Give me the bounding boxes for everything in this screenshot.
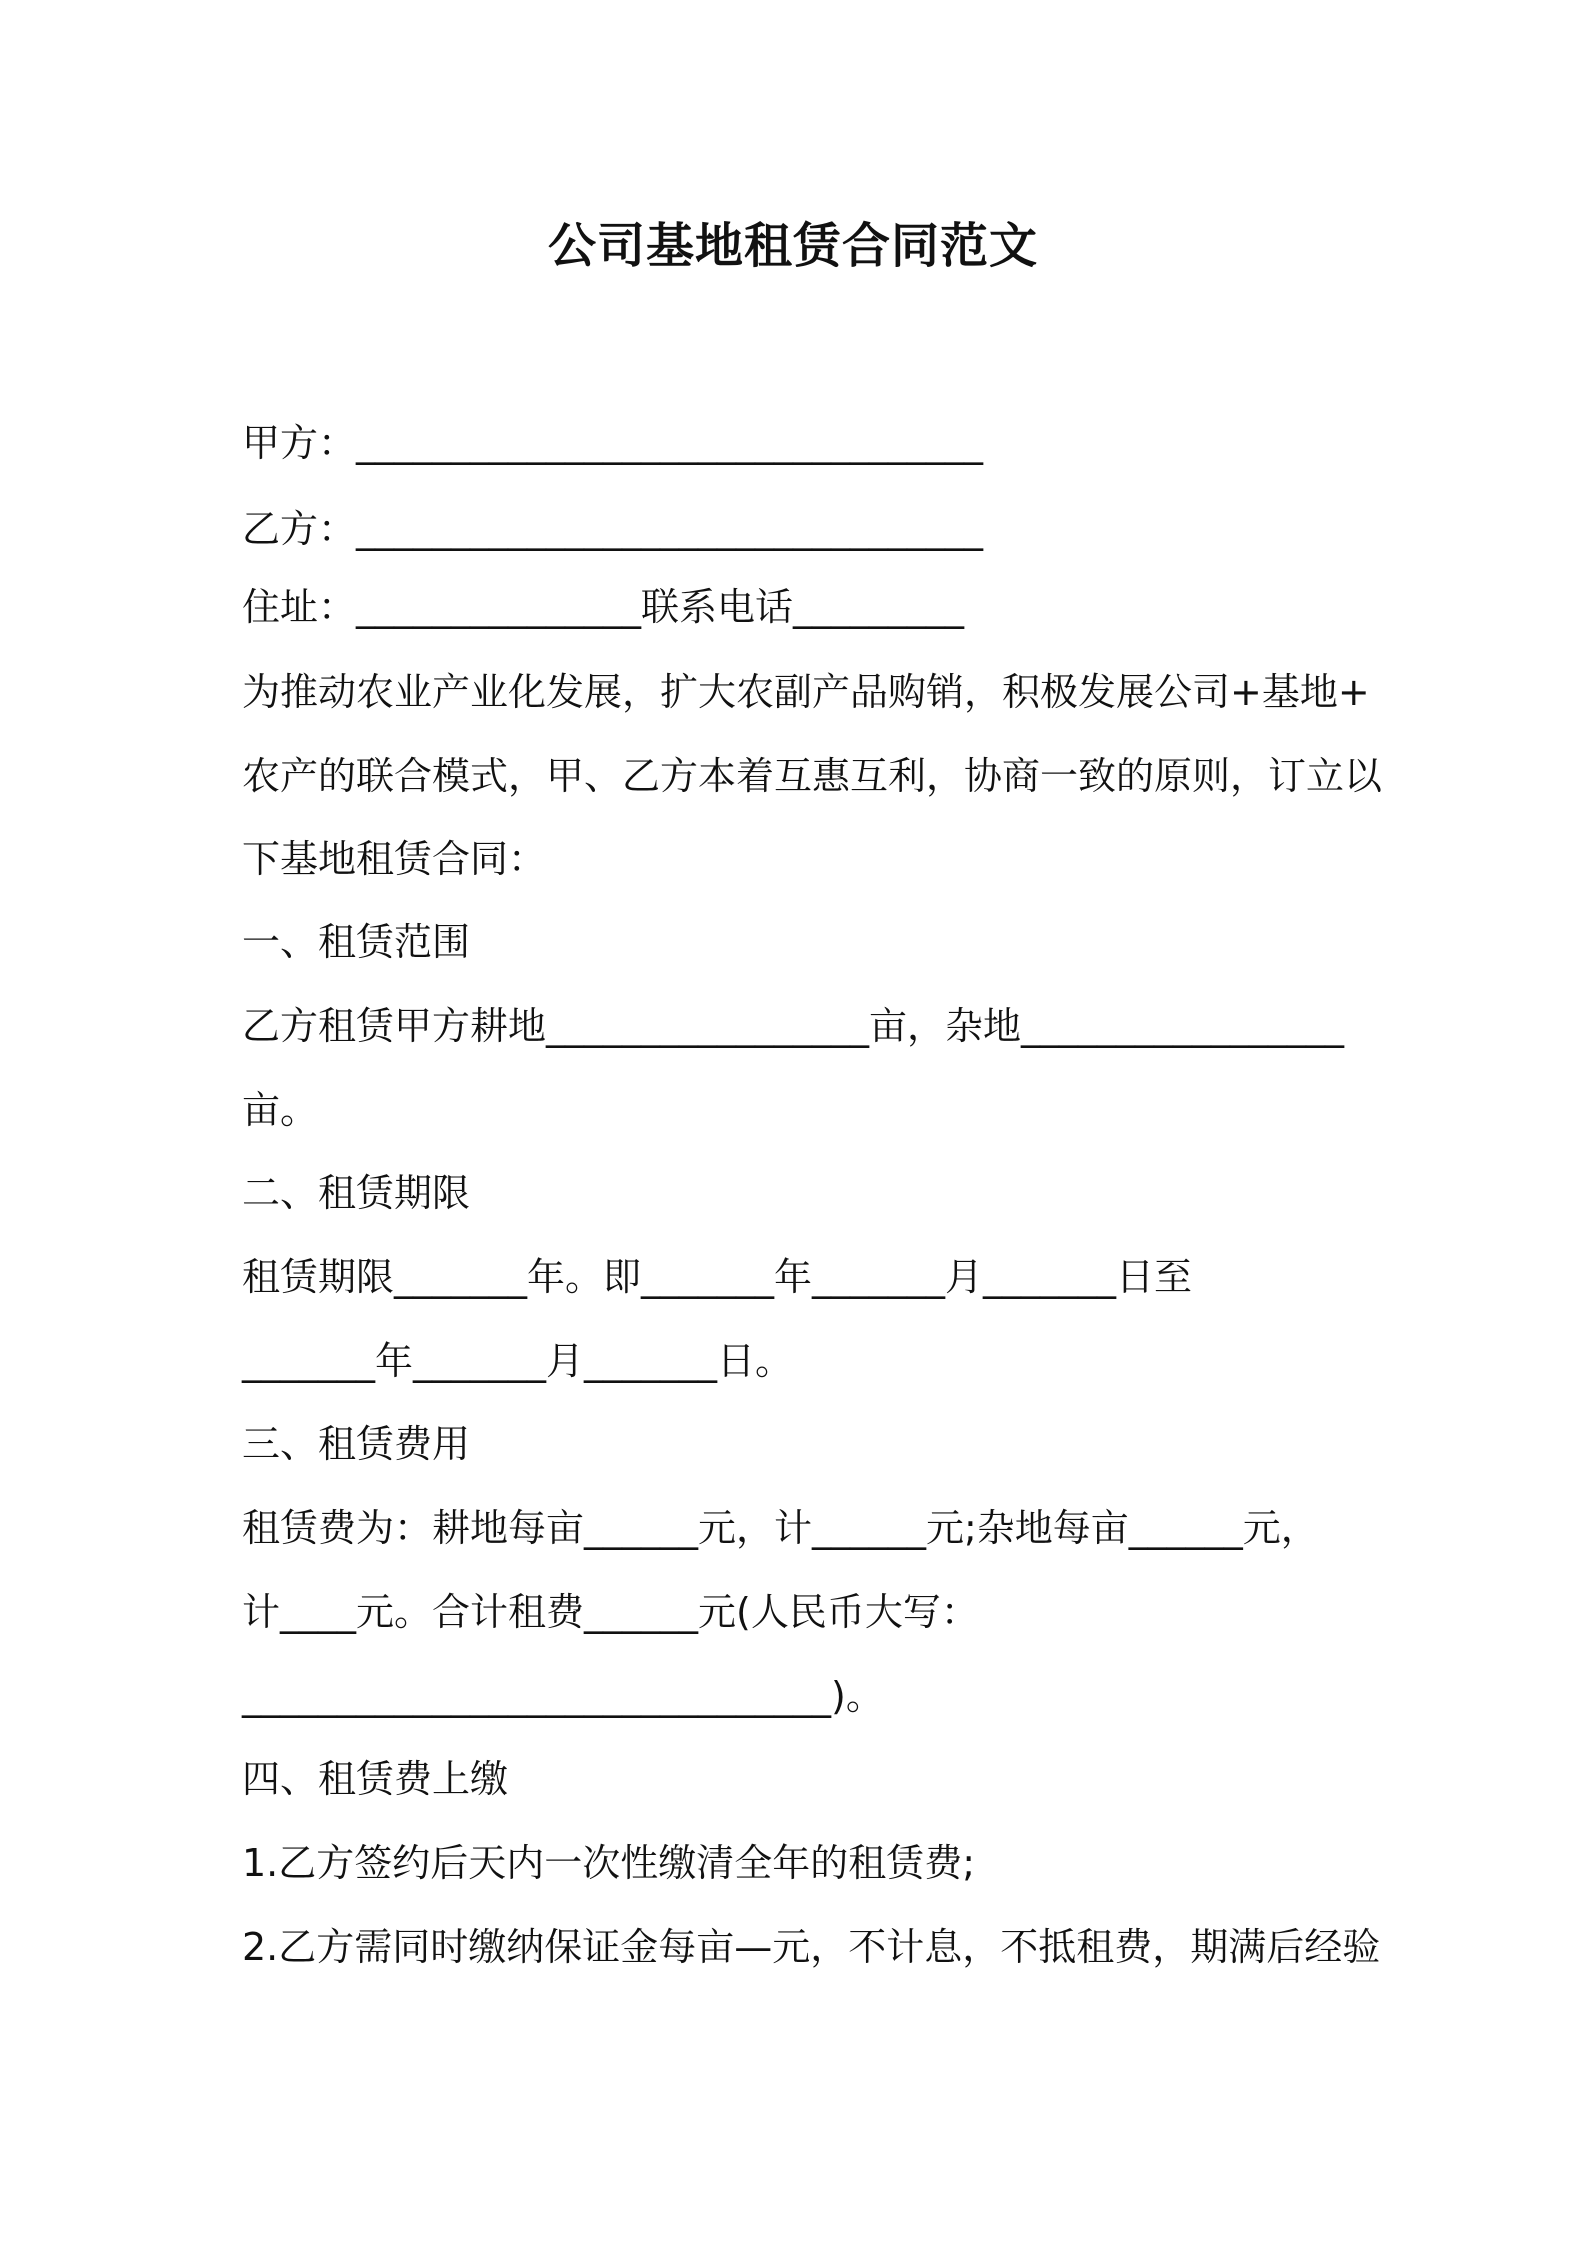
lease-term-line-2: _______年_______月_______日。 — [242, 1339, 794, 1383]
intro-paragraph-line-1: 为推动农业产业化发展，扩大农副产品购销，积极发展公司+基地+ — [242, 670, 1370, 714]
section-heading-1: 一、租赁范围 — [242, 920, 471, 964]
intro-paragraph-line-3: 下基地租赁合同： — [242, 837, 547, 881]
lease-fee-line-2: 计____元。合计租费______元(人民币大写： — [242, 1590, 979, 1634]
section-heading-3: 三、租赁费用 — [242, 1422, 471, 1466]
section-heading-4: 四、租赁费上缴 — [242, 1757, 509, 1801]
lease-scope-line-1: 乙方租赁甲方耕地_________________亩，杂地_________________ — [242, 1004, 1345, 1048]
document-title: 公司基地租赁合同范文 — [547, 218, 1038, 274]
lease-scope-line-2: 亩。 — [242, 1088, 319, 1132]
intro-paragraph-line-2: 农产的联合模式，甲、乙方本着互惠互利，协商一致的原则，订立以 — [242, 754, 1383, 798]
lease-fee-line-1: 租赁费为：耕地每亩______元，计______元;杂地每亩______元， — [242, 1506, 1319, 1550]
payment-item-1: 1.乙方签约后天内一次性缴清全年的租赁费; — [242, 1841, 976, 1885]
lease-fee-line-3: _______________________________)。 — [242, 1674, 884, 1718]
address-phone-line: 住址：_______________联系电话_________ — [242, 585, 965, 629]
party-a-line: 甲方：_________________________________ — [242, 421, 984, 465]
section-heading-2: 二、租赁期限 — [242, 1171, 471, 1215]
payment-item-2: 2.乙方需同时缴纳保证金每亩—元，不计息，不抵租费，期满后经验 — [242, 1925, 1381, 1969]
party-b-line: 乙方：_________________________________ — [242, 507, 984, 551]
lease-term-line-1: 租赁期限_______年。即_______年_______月_______日至 — [242, 1255, 1193, 1299]
